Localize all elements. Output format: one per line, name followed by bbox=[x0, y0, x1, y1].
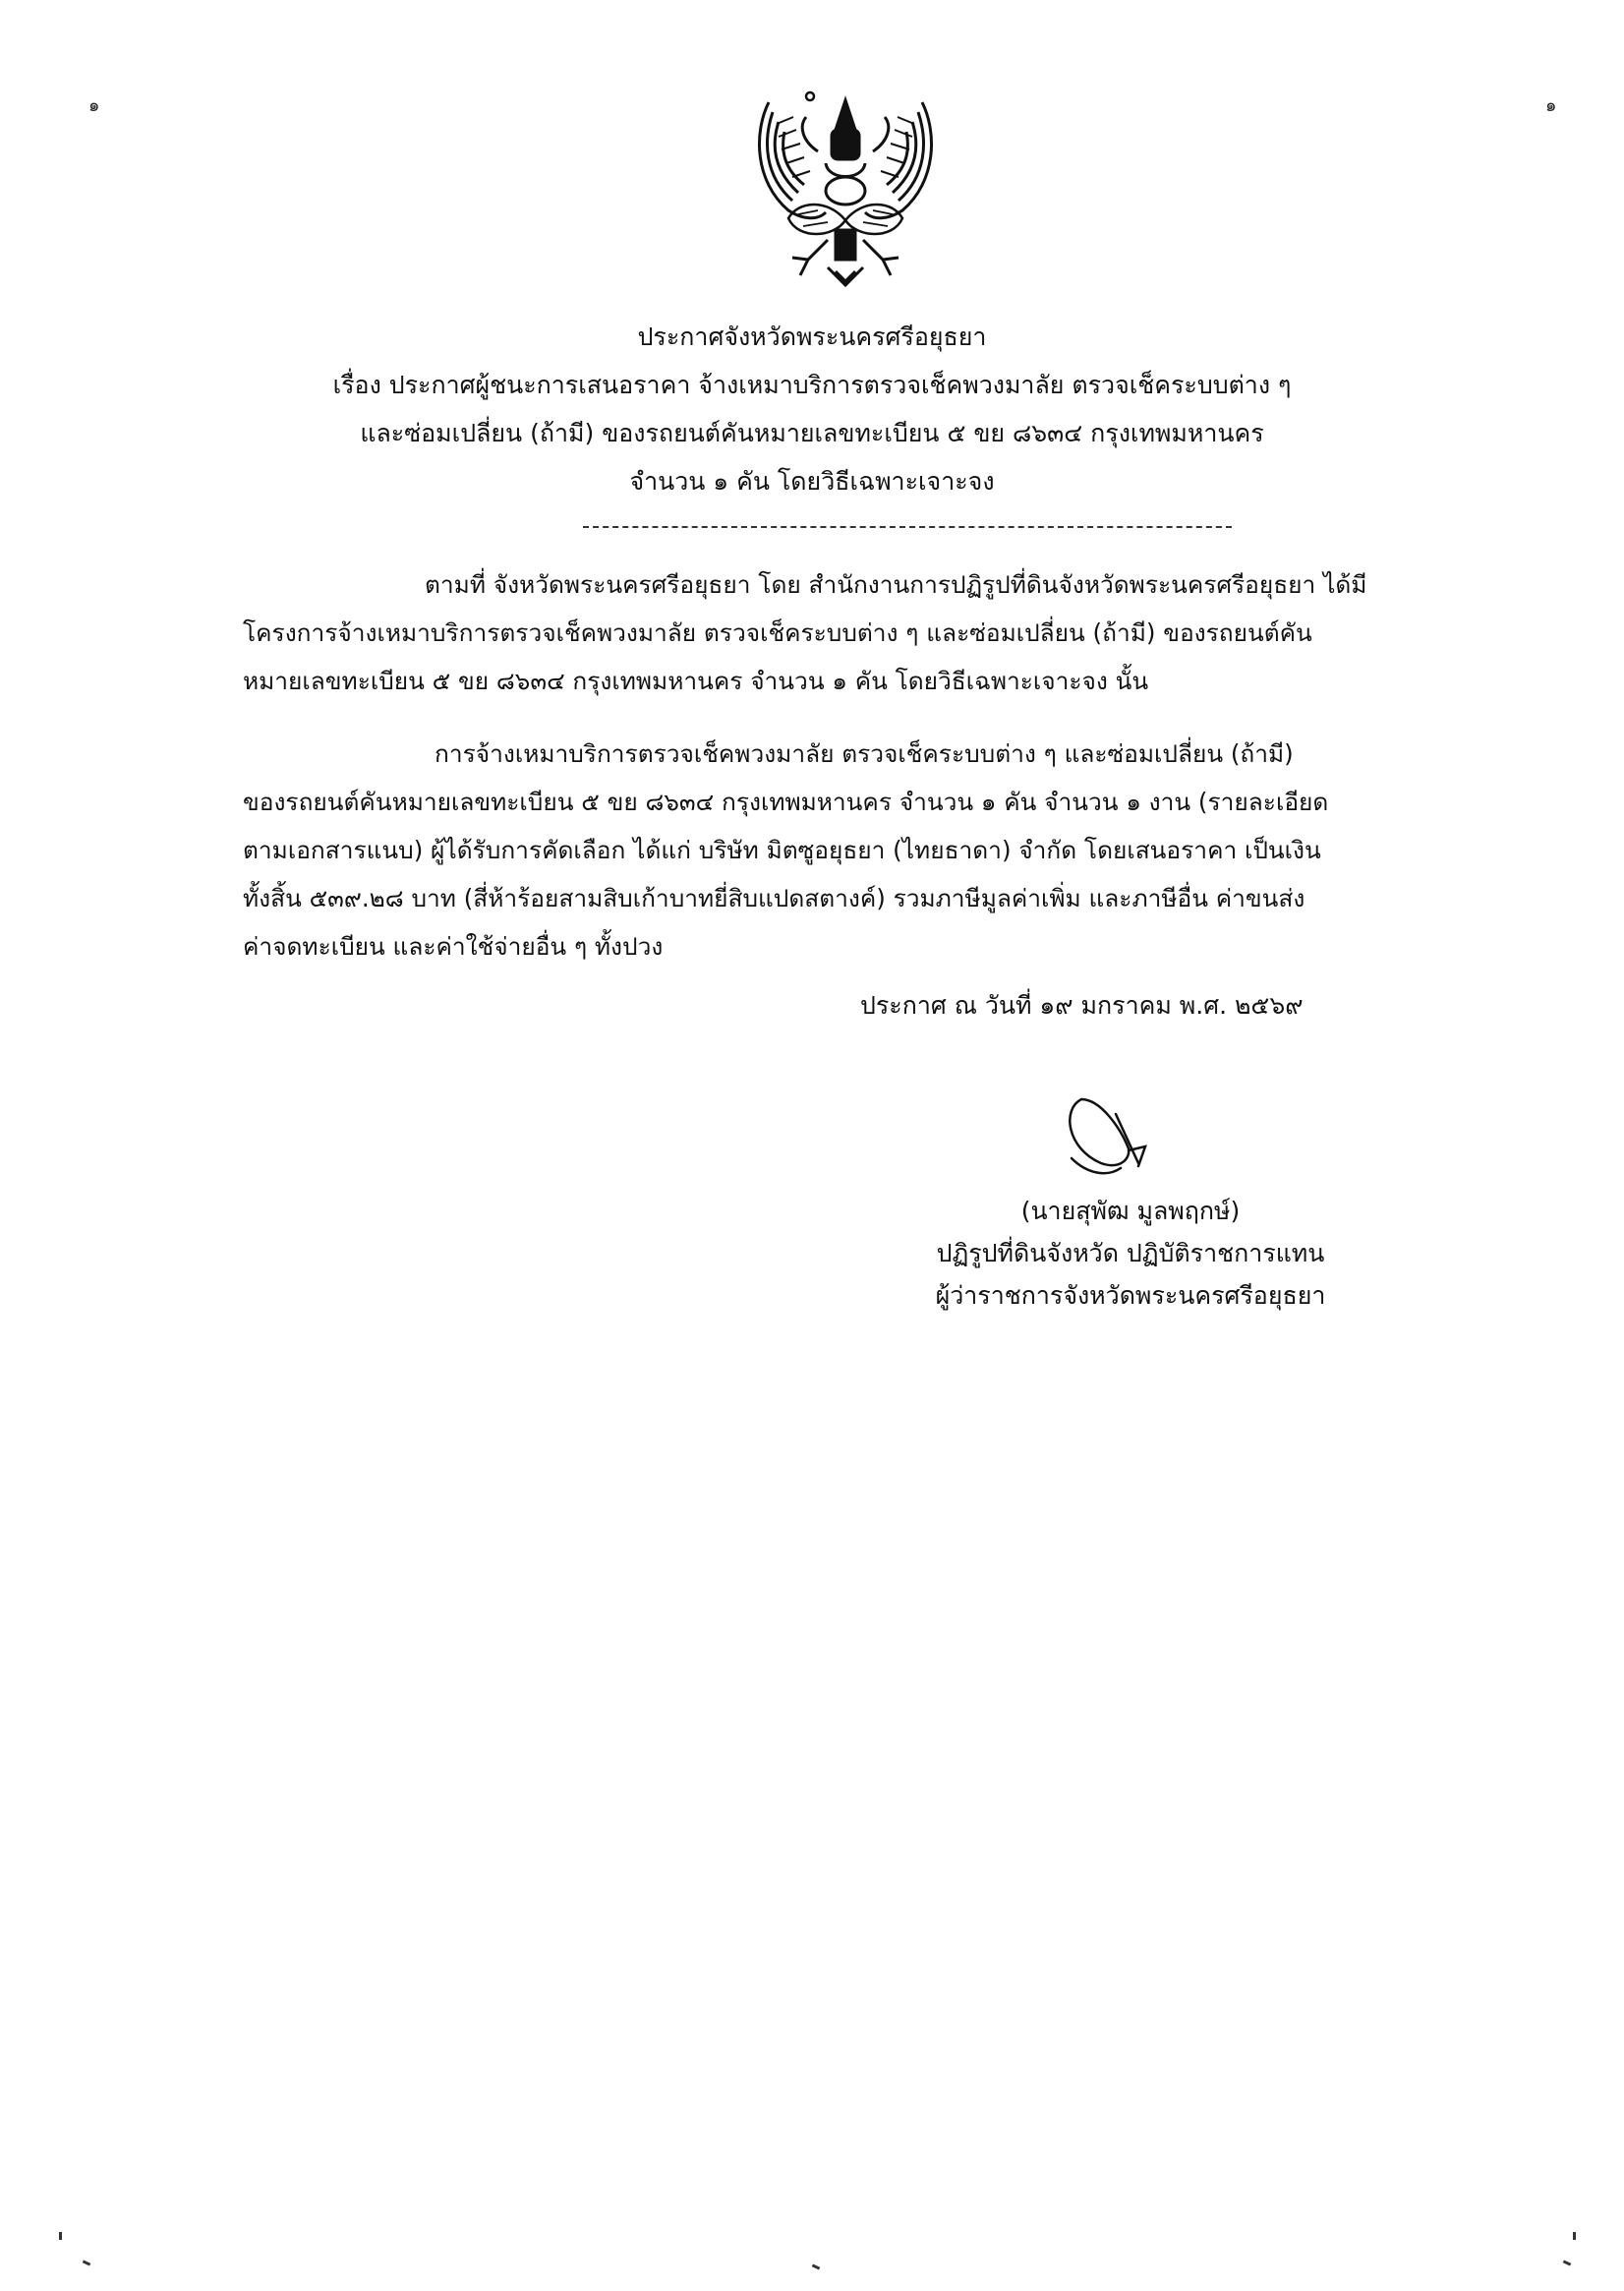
signer-block bbox=[885, 1190, 1376, 1317]
handwritten-signature-icon bbox=[1062, 1089, 1180, 1188]
scan-mark bbox=[1573, 2232, 1576, 2240]
corner-mark-right: ๑ bbox=[1545, 95, 1557, 116]
subject-line-2: และซ่อมเปลี่ยน (ถ้ามี) ของรถยนต์คันหมายเลขทะเบียน ๕ ขย ๘๖๓๔ กรุงเทพมหานคร bbox=[360, 419, 1264, 447]
paragraph-2-line-1: การจ้างเหมาบริการตรวจเช็คพวงมาลัย ตรวจเช็คระบบต่าง ๆ และซ่อมเปลี่ยน (ถ้ามี) bbox=[435, 739, 1294, 768]
body-paragraph-1 bbox=[243, 560, 1478, 705]
announcement-header bbox=[197, 313, 1427, 505]
subject-line-1: เรื่อง ประกาศผู้ชนะการเสนอราคา จ้างเหมาบริการตรวจเช็คพวงมาลัย ตรวจเช็คระบบต่าง ๆ bbox=[332, 371, 1292, 399]
body-paragraph-2 bbox=[243, 730, 1478, 970]
header-separator bbox=[583, 526, 1232, 528]
announcement-date: ประกาศ ณ วันที่ ๑๙ มกราคม พ.ศ. ๒๕๖๙ bbox=[860, 991, 1304, 1020]
scan-mark bbox=[59, 2232, 62, 2240]
signer-position-1: ปฏิรูปที่ดินจังหวัด ปฏิบัติราชการแทน bbox=[936, 1239, 1325, 1267]
issuer-title: ประกาศจังหวัดพระนครศรีอยุธยา bbox=[637, 323, 987, 351]
signer-position-2: ผู้ว่าราชการจังหวัดพระนครศรีอยุธยา bbox=[935, 1281, 1326, 1310]
garuda-emblem-icon bbox=[749, 83, 942, 289]
paragraph-1-line-3: หมายเลขทะเบียน ๕ ขย ๘๖๓๔ กรุงเทพมหานคร จำนวน ๑ คัน โดยวิธีเฉพาะเจาะจง นั้น bbox=[243, 667, 1149, 695]
scan-mark bbox=[83, 2260, 91, 2265]
paragraph-2-line-2: ของรถยนต์คันหมายเลขทะเบียน ๕ ขย ๘๖๓๔ กรุงเทพมหานคร จำนวน ๑ คัน จำนวน ๑ งาน (รายละเอียด bbox=[243, 788, 1329, 816]
subject-line-3: จำนวน ๑ คัน โดยวิธีเฉพาะเจาะจง bbox=[629, 467, 995, 496]
corner-mark-left: ๑ bbox=[88, 95, 100, 116]
paragraph-2-line-4: ทั้งสิ้น ๕๓๙.๒๘ บาท (สี่ห้าร้อยสามสิบเก้าบาทยี่สิบแปดสตางค์) รวมภาษีมูลค่าเพิ่ม และภาษีอื่น ค่าขนส่ง bbox=[243, 884, 1305, 912]
paragraph-2-line-5: ค่าจดทะเบียน และค่าใช้จ่ายอื่น ๆ ทั้งปวง bbox=[243, 932, 664, 961]
paragraph-1-line-2: โครงการจ้างเหมาบริการตรวจเช็คพวงมาลัย ตรวจเช็คระบบต่าง ๆ และซ่อมเปลี่ยน (ถ้ามี) ของรถยนต์คัน bbox=[243, 618, 1312, 647]
paragraph-1-line-1: ตามที่ จังหวัดพระนครศรีอยุธยา โดย สำนักงานการปฏิรูปที่ดินจังหวัดพระนครศรีอยุธยา ได้มี bbox=[425, 570, 1367, 599]
signer-name: (นายสุพัฒ มูลพฤกษ์) bbox=[1020, 1197, 1241, 1225]
scan-mark bbox=[812, 2263, 821, 2269]
scan-mark bbox=[1563, 2260, 1572, 2265]
paragraph-2-line-3: ตามเอกสารแนบ) ผู้ได้รับการคัดเลือก ได้แก่ บริษัท มิตซูอยุธยา (ไทยธาดา) จำกัด โดยเสนอราคา เป็นเงิน bbox=[243, 836, 1321, 864]
